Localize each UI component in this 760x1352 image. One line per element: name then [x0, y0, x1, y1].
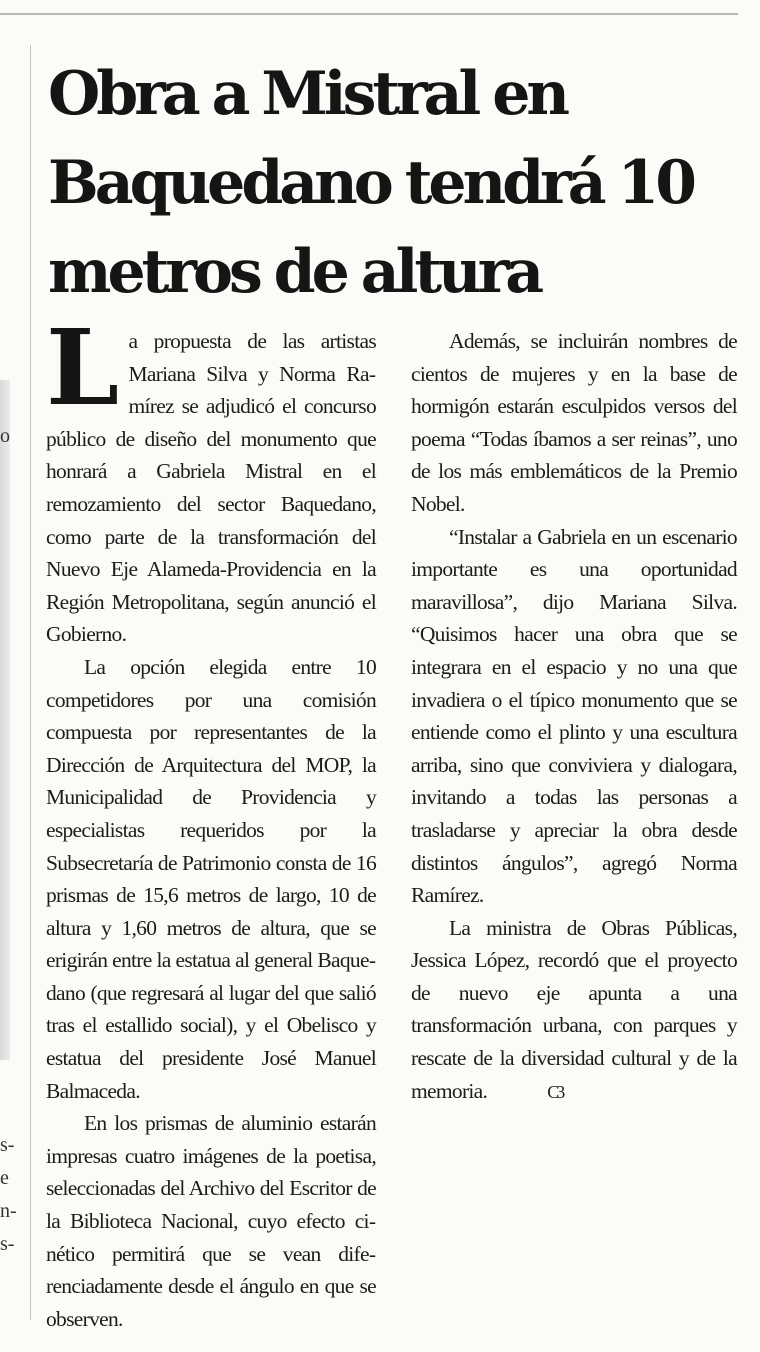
article-paragraph: [411, 912, 737, 1109]
end-of-article-mark: C3: [547, 1081, 563, 1102]
adjacent-photo-edge: [0, 380, 10, 1060]
article-paragraph: La opción elegida entre 10 competidores por una comisión compuesta por representantes de la Dirección de Arquitectura del MOP, la Municipalidad de Providencia y especialistas requeridos por la Subsecretaría de Patrimonio consta de 16 prismas de 15,6 metros de largo, 10 de altura y 1,60 metros de altura, que se erigirán entre la estatua al general Baquedano (que regresará al lugar del que salió tras el estallido social), y el Obelisco y estatua del presidente José Manuel Balmaceda.: [46, 654, 376, 1103]
paragraph-text: La ministra de Obras Públicas, Jessica López, recordó que el proyecto de nuevo eje apunta a una transformación urbana, con parques y rescate de la diversidad cultural y de la memoria.: [411, 915, 737, 1103]
adjacent-text-fragment: e: [0, 1167, 9, 1189]
adjacent-text-fragment: s-: [0, 1233, 15, 1255]
article-paragraph: [46, 306, 376, 651]
article-paragraph: En los prismas de aluminio estarán impresas cuatro imágenes de la poetisa, seleccionadas del Archivo del Escritor de la Biblioteca Nacional, cuyo efecto cinético permitirá que se vean diferenciadamente desde el ángulo en que se observen.: [46, 1111, 376, 1331]
adjacent-text-fragment: o: [0, 425, 10, 447]
article-column-1: [46, 306, 376, 1335]
column-divider: [30, 45, 31, 1320]
adjacent-text-fragment: s-: [0, 1134, 15, 1156]
paragraph-text: a propuesta de las artistas Mariana Silva y Norma Ramírez se adjudicó el concurso público de diseño del monumento que honrará a Gabriela Mistral en el remozamiento del sector Baquedano, como parte de la transformación del Nuevo Eje Alameda-Providencia en la Región Metropolitana, según anunció el Gobierno.: [46, 329, 376, 647]
drop-cap: L: [46, 306, 119, 429]
article-headline: Obra a Mistral en Baquedano tendrá 10 metros de altura: [48, 59, 694, 307]
adjacent-text-fragment: n-: [0, 1200, 17, 1222]
top-rule: [0, 13, 738, 15]
article-column-2: [411, 325, 737, 1108]
article-paragraph: “Instalar a Gabriela en un escenario importante es una oportunidad maravillosa”, dijo Mariana Silva. “Quisimos hacer una obra que se integrara en el espacio y no una que invadiera o el típico monumento que se entiende como el plinto y una escultura arriba, sino que conviviera y dialogara, invitando a todas las personas a trasladarse y apreciar la obra desde distintos ángulos”, agregó Norma Ramírez.: [411, 524, 737, 908]
article-paragraph: Además, se incluirán nombres de cientos de mujeres y en la base de hormigón estarán esculpidos versos del poema “Todas íbamos a ser reinas”, uno de los más emblemáticos de la Premio Nobel.: [411, 329, 737, 516]
